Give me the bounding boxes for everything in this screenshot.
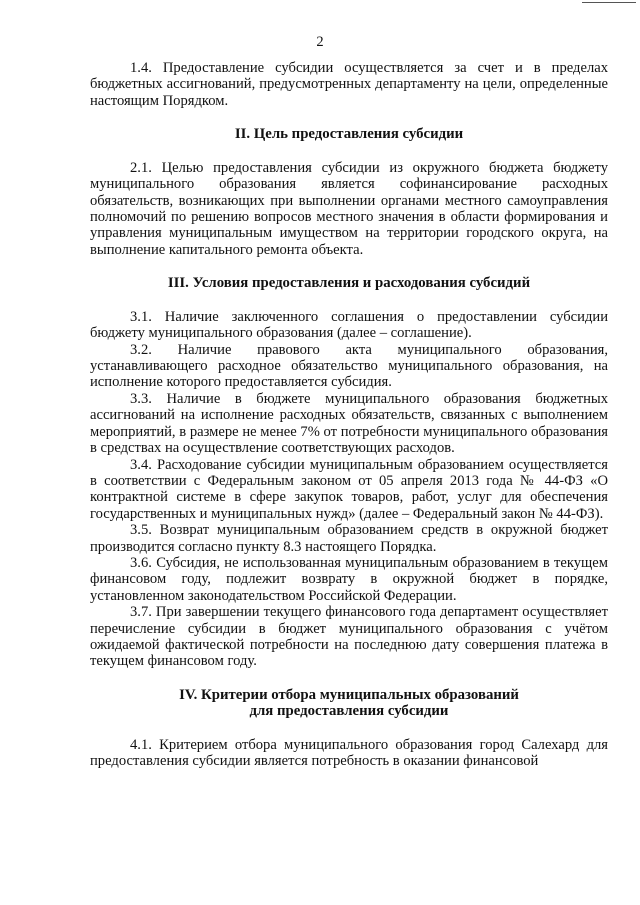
- paragraph-3-7: 3.7. При завершении текущего финансового года департамент осуществляет перечисление субсидии в бюджет муниципального образования с учётом ожидаемой фактической потребности на последнюю дату совершения платежа в текущем финансовом году.: [90, 604, 608, 670]
- document-body: [90, 60, 608, 770]
- paragraph-4-1: 4.1. Критерием отбора муниципального образования город Салехард для предоставления субсидии является потребность в оказании финансовой: [90, 736, 608, 770]
- paragraph-2-1: 2.1. Целью предоставления субсидии из окружного бюджета бюджету муниципального образования является софинансирование расходных обязательств, возникающих при выполнении органами местного самоуправления полномочий по решению вопросов местного значения в области формирования и управления муниципальным имуществом на территории городского округа, на выполнение капитального ремонта объекта.: [90, 159, 608, 258]
- section-2-heading: II. Цель предоставления субсидии: [234, 126, 464, 143]
- section-4-heading-line-2: для предоставления субсидии: [249, 703, 449, 720]
- corner-mark: [582, 2, 636, 3]
- paragraph-3-1: 3.1. Наличие заключенного соглашения о предоставлении субсидии бюджету муниципального образования (далее – соглашение).: [90, 308, 608, 342]
- paragraph-3-4: 3.4. Расходование субсидии муниципальным образованием осуществляется в соответствии с Федеральным законом от 05 апреля 2013 года № 44-ФЗ «О контрактной системе в сфере закупок товаров, работ, услуг для обеспечения государственных и муниципальных нужд» (далее – Федеральный закон № 44-ФЗ).: [90, 456, 608, 522]
- paragraph-1-4: 1.4. Предоставление субсидии осуществляется за счет и в пределах бюджетных ассигнований, предусмотренных департаменту на цели, определенные настоящим Порядком.: [90, 60, 608, 109]
- paragraph-3-3: 3.3. Наличие в бюджете муниципального образования бюджетных ассигнований на исполнение расходных обязательств, связанных с выполнением мероприятий, в размере не менее 7% от потребности муниципального образования в средствах на осуществление соответствующих расходов.: [90, 390, 608, 457]
- paragraph-3-6: 3.6. Субсидия, не использованная муниципальным образованием в текущем финансовом году, подлежит возврату в окружной бюджет в порядке, установленном законодательством Российской Федерации.: [90, 554, 608, 604]
- section-4-heading: [90, 687, 608, 720]
- page-number: 2: [316, 34, 324, 50]
- paragraph-3-5: 3.5. Возврат муниципальным образованием средств в окружной бюджет производится согласно пункту 8.3 настоящего Порядка.: [90, 522, 608, 555]
- paragraph-3-2: 3.2. Наличие правового акта муниципального образования, устанавливающего расходное обязательство муниципального образования, на исполнение которого предоставляется субсидия.: [90, 341, 608, 391]
- section-4-heading-line-1: IV. Критерии отбора муниципальных образований: [179, 686, 519, 703]
- section-3-heading: III. Условия предоставления и расходования субсидий: [167, 275, 531, 292]
